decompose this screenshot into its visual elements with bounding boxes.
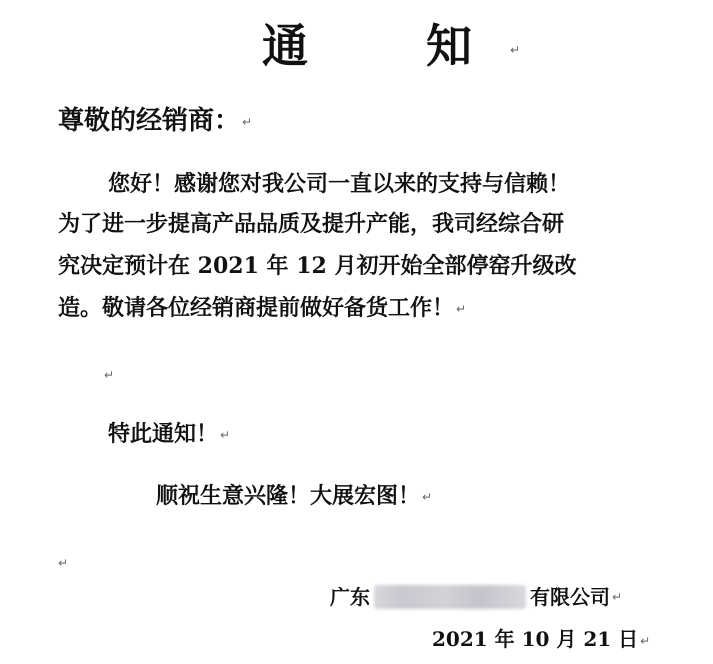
salutation — [58, 104, 252, 139]
paragraph-mark-icon: ↵ — [242, 115, 253, 129]
title-text: 通 知 — [262, 19, 508, 73]
paragraph-mark-icon: ↵ — [220, 428, 231, 442]
body-line-2 — [58, 208, 564, 240]
salutation-text: 尊敬的经销商： — [58, 106, 241, 136]
body-line-text: 造。敬请各位经销商提前做好备货工作！ — [58, 295, 455, 321]
body-line-text: 为了进一步提高产品品质及提升产能，我司经综合研 — [58, 211, 565, 237]
company-signature — [330, 582, 622, 612]
body-line-4 — [58, 292, 466, 325]
paragraph-mark-icon: ↵ — [422, 490, 433, 504]
notice-title — [262, 18, 520, 78]
paragraph-mark-icon: ↵ — [510, 43, 521, 57]
body-line-text: 究决定预计在 2021 年 12 月初开始全部停窑升级改 — [58, 253, 577, 279]
body-line-text: 您好！感谢您对我公司一直以来的支持与信赖！ — [108, 171, 571, 197]
paragraph-mark-icon: ↵ — [58, 556, 69, 570]
paragraph-mark-icon: ↵ — [104, 368, 115, 382]
body-line-1 — [108, 168, 570, 200]
body-line-3 — [58, 250, 576, 282]
paragraph-mark-icon: ↵ — [640, 633, 651, 648]
date-text: 2021 年 10 月 21 日 — [432, 627, 639, 651]
notice-date — [432, 624, 650, 656]
closing-text: 特此通知！ — [108, 421, 219, 447]
paragraph-mark-icon: ↵ — [612, 590, 623, 604]
redacted-company-name — [374, 585, 526, 609]
company-prefix: 广东 — [330, 585, 370, 609]
wishes-line — [156, 480, 432, 513]
company-suffix: 有限公司 — [530, 585, 610, 609]
paragraph-mark-icon: ↵ — [456, 302, 467, 316]
wishes-text: 顺祝生意兴隆！大展宏图！ — [156, 483, 421, 509]
closing-line — [108, 418, 230, 451]
